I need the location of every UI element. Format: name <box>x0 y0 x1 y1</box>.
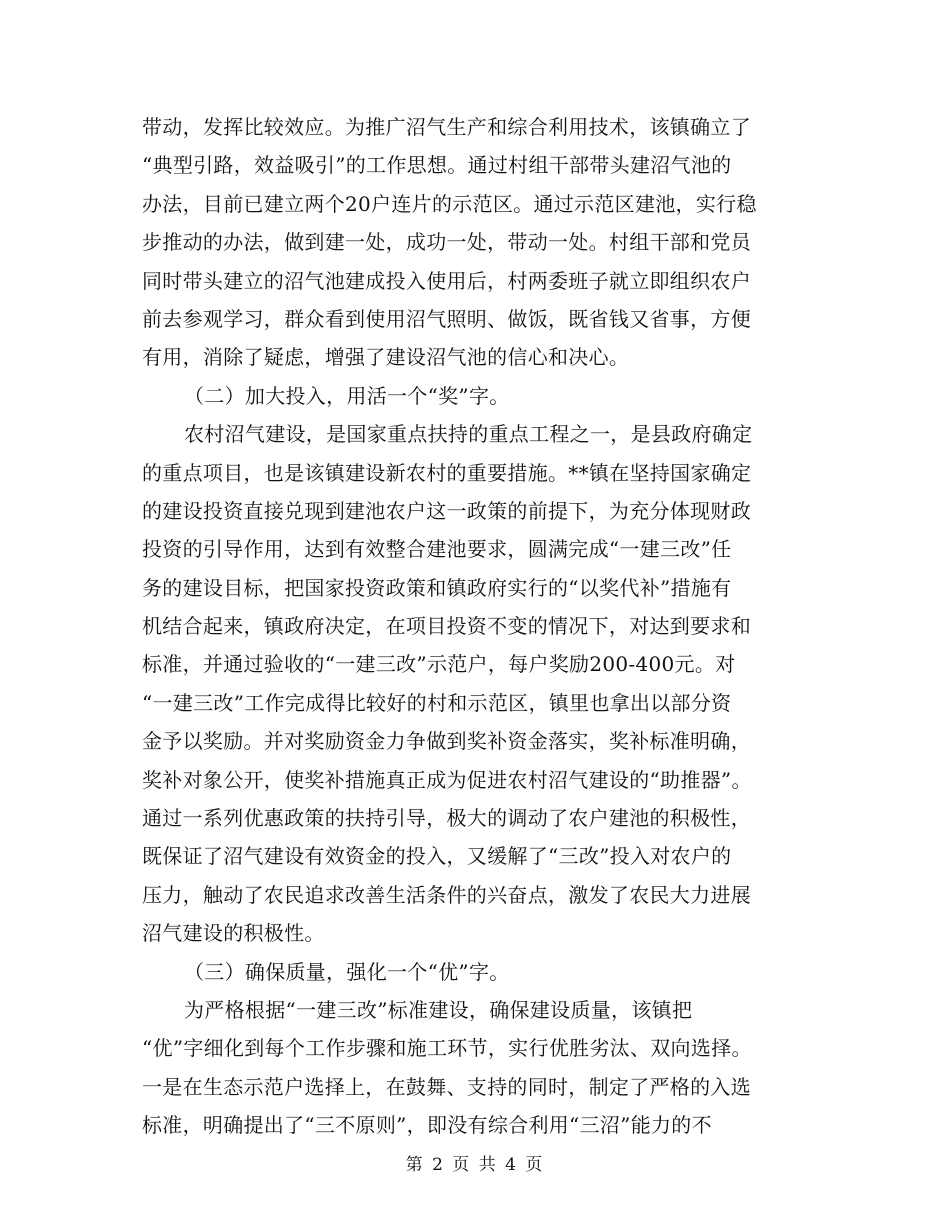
text-line: 带动，发挥比较效应。为推广沼气生产和综合利用技术，该镇确立了 <box>142 115 751 139</box>
document-body <box>142 108 802 1145</box>
text-line: 的重点项目，也是该镇建设新农村的重要措施。**镇在坚持国家确定 <box>142 460 752 485</box>
section-heading: （三）确保质量，强化一个“优”字。 <box>184 959 510 984</box>
text-line: 标准，并通过验收的“一建三改”示范户，每户奖励200-400元。对 <box>142 652 736 677</box>
page-footer: 第 2 页 共 4 页 <box>405 1155 545 1175</box>
text-line: “一建三改”工作完成得比较好的村和示范区，镇里也拿出以部分资 <box>142 690 732 715</box>
text-line: 为严格根据“一建三改”标准建设，确保建设质量，该镇把 <box>184 997 693 1022</box>
text-line: 的建设投资直接兑现到建池农户这一政策的前提下，为充分体现财政 <box>142 498 751 523</box>
text-line: 农村沼气建设，是国家重点扶持的重点工程之一，是县政府确定 <box>184 422 753 447</box>
text-line: 压力，触动了农民追求改善生活条件的兴奋点，激发了农民大力进展 <box>142 882 751 907</box>
text-line: 金予以奖励。并对奖励资金力争做到奖补资金落实，奖补标准明确， <box>142 729 751 754</box>
text-line: 同时带头建立的沼气池建成投入使用后，村两委班子就立即组织农户 <box>142 268 751 293</box>
text-line: “优”字细化到每个工作步骤和施工环节，实行优胜劣汰、双向选择。 <box>142 1036 752 1061</box>
text-line: 步推动的办法，做到建一处，成功一处，带动一处。村组干部和党员 <box>142 230 751 255</box>
text-line: 有用，消除了疑虑，增强了建设沼气池的信心和决心。 <box>142 345 630 370</box>
text-line: 务的建设目标，把国家投资政策和镇政府实行的“以奖代补”措施有 <box>142 575 732 600</box>
text-line: 前去参观学习，群众看到使用沼气照明、做饭，既省钱又省事，方便 <box>142 306 751 331</box>
text-line: 投资的引导作用，达到有效整合建池要求，圆满完成“一建三改”任 <box>142 537 732 562</box>
text-line: “典型引路，效益吸引”的工作思想。通过村组干部带头建沼气池的 <box>142 153 732 178</box>
text-line: 一是在生态示范户选择上，在鼓舞、支持的同时，制定了严格的入选 <box>142 1074 751 1099</box>
text-line: 既保证了沼气建设有效资金的投入，又缓解了“三改”投入对农户的 <box>142 844 732 869</box>
text-line: 沼气建设的积极性。 <box>142 921 325 946</box>
text-line: 办法，目前已建立两个20户连片的示范区。通过示范区建池，实行稳 <box>142 191 757 216</box>
text-line: 通过一系列优惠政策的扶持引导，极大的调动了农户建池的积极性， <box>142 806 751 831</box>
text-line: 机结合起来，镇政府决定，在项目投资不变的情况下，对达到要求和 <box>142 614 751 639</box>
section-heading: （二）加大投入，用活一个“奖”字。 <box>184 383 510 408</box>
text-line: 标准，明确提出了“三不原则”，即没有综合利用“三沼”能力的不 <box>142 1113 712 1138</box>
text-line: 奖补对象公开，使奖补措施真正成为促进农村沼气建设的“助推器”。 <box>142 767 752 792</box>
